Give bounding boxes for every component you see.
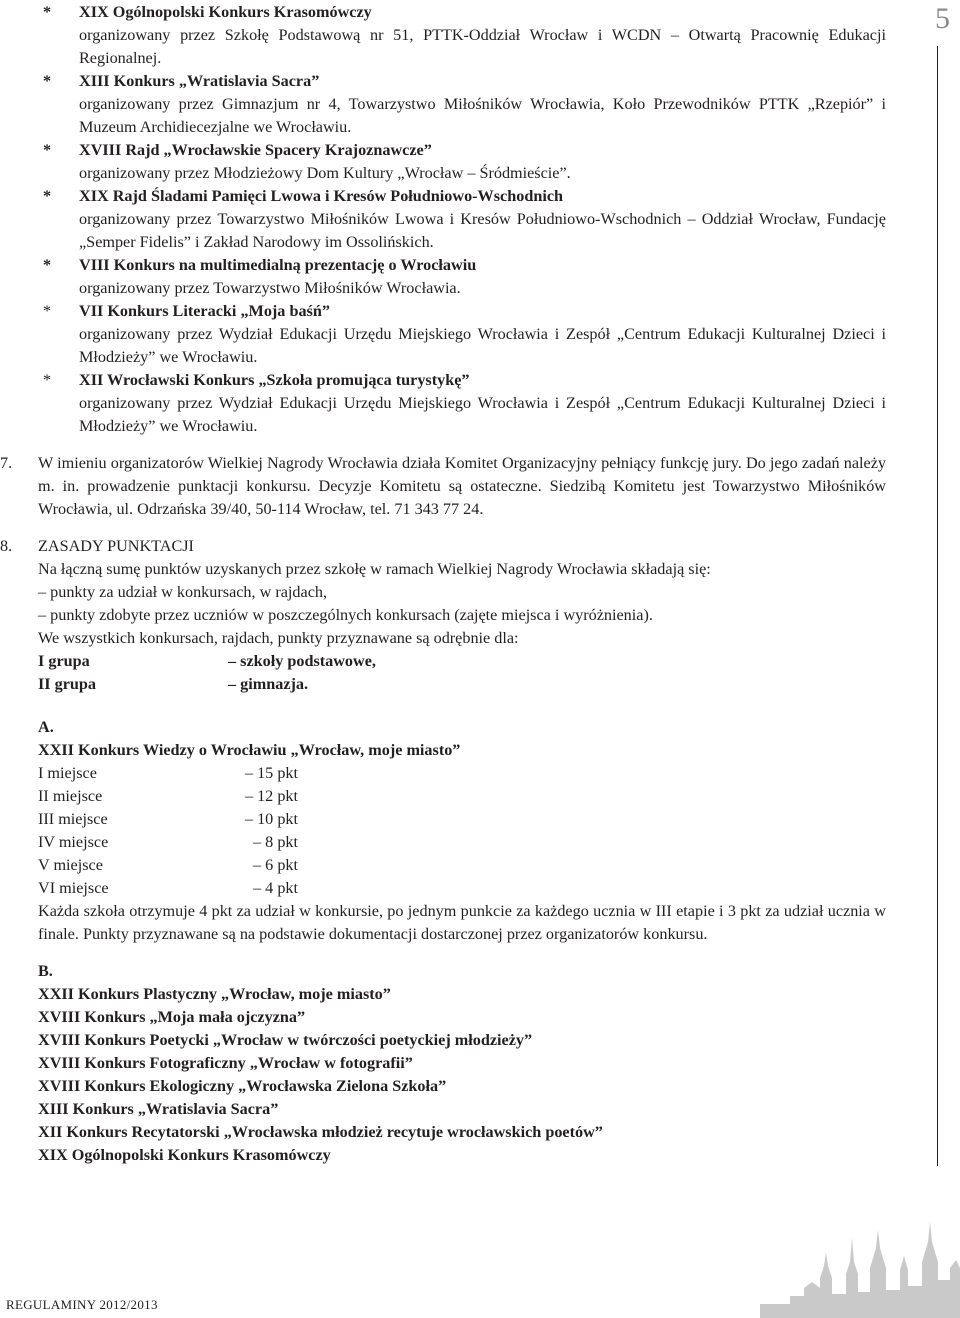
bullet-star: *: [43, 141, 52, 159]
page-number: 5: [935, 2, 950, 35]
contest-item: XIII Konkurs „Wratislavia Sacra”: [38, 1100, 279, 1118]
group-value: – gimnazja.: [228, 675, 309, 693]
event-organizer: organizowany przez Wydział Edukacji Urzędu Miejskiego Wrocławia i Zespół „Centrum Edukacji Kulturalnej Dzieci i Młodzieży” we Wrocławiu.: [79, 394, 886, 435]
section-7-text: W imieniu organizatorów Wielkiej Nagrody Wrocławia działa Komitet Organizacyjny pełniący funkcję jury. Do jego zadań należy m. in. prowadzenie punktacji konkursu. Decyzje Komitetu są ostateczne. Siedzibą Komitetu jest Towarzystwo Miłośników Wrocławia, ul. Odrzańska 39/40, 50-114 Wrocław, tel. 71 343 77 24.: [38, 454, 886, 518]
contest-item: XVIII Konkurs Ekologiczny „Wrocławska Zielona Szkoła”: [38, 1077, 447, 1095]
place-points: – 6 pkt: [253, 856, 298, 874]
event-title: VII Konkurs Literacki „Moja baśń”: [79, 302, 330, 320]
contest-item: XVIII Konkurs Fotograficzny „Wrocław w fotografii”: [38, 1054, 413, 1072]
event-title: XIX Rajd Śladami Pamięci Lwowa i Kresów Południowo-Wschodnich: [79, 187, 564, 205]
group-row: [38, 673, 886, 696]
event-item: [38, 369, 886, 438]
event-title: XIX Ogólnopolski Konkurs Krasomówczy: [79, 3, 372, 21]
event-organizer: organizowany przez Młodzieżowy Dom Kultury „Wrocław – Śródmieście”.: [79, 164, 571, 182]
points-row: [38, 785, 886, 808]
scoring-bullet: – punkty zdobyte przez uczniów w poszczególnych konkursach (zajęte miejsca i wyróżnienia).: [38, 606, 653, 624]
contest-list: [38, 983, 886, 1167]
subsection-label: B.: [38, 962, 53, 980]
points-note: Każda szkoła otrzymuje 4 pkt za udział w konkursie, po jednym punkcie za każdego ucznia w III etapie i 3 pkt za udział ucznia w finale. Punkty przyznawane są na podstawie dokumentacji dostarczonej przez organizatorów konkursu.: [38, 902, 886, 943]
section-heading: ZASADY PUNKTACJI: [38, 537, 194, 555]
subsection-title: XXII Konkurs Wiedzy o Wrocławiu „Wrocław, moje miasto”: [38, 741, 461, 759]
event-organizer: organizowany przez Wydział Edukacji Urzędu Miejskiego Wrocławia i Zespół „Centrum Edukacji Kulturalnej Dzieci i Młodzieży” we Wrocławiu.: [79, 325, 886, 366]
event-item: [38, 1, 886, 70]
points-row: [38, 762, 886, 785]
contest-item: XVIII Konkurs Poetycki „Wrocław w twórczości poetyckiej młodzieży”: [38, 1031, 533, 1049]
event-title: XVIII Rajd „Wrocławskie Spacery Krajoznawcze”: [79, 141, 432, 159]
place-points: – 8 pkt: [253, 833, 298, 851]
event-item: [38, 139, 886, 185]
group-name: II grupa: [38, 675, 97, 693]
document-body: [0, 1, 886, 1167]
event-title: VIII Konkurs na multimedialną prezentację o Wrocławiu: [79, 256, 477, 274]
place-label: VI miejsce: [38, 879, 109, 897]
points-row: [38, 877, 886, 900]
event-title: XIII Konkurs „Wratislavia Sacra”: [79, 72, 320, 90]
event-organizer: organizowany przez Towarzystwo Miłośników Wrocławia.: [79, 279, 461, 297]
city-skyline-decoration: [760, 1208, 960, 1318]
place-label: III miejsce: [38, 810, 108, 828]
event-item: [38, 70, 886, 139]
bullet-star: *: [43, 72, 52, 90]
event-organizer: organizowany przez Gimnazjum nr 4, Towarzystwo Miłośników Wrocławia, Koło Przewodników PTTK „Rzepiór” i Muzeum Archidiecezjalne we Wrocławiu.: [79, 95, 886, 136]
scoring-bullet: – punkty za udział w konkursach, w rajdach,: [38, 583, 328, 601]
place-label: II miejsce: [38, 787, 103, 805]
subsection-label: A.: [38, 718, 54, 736]
bullet-star: *: [43, 256, 52, 274]
event-item: [38, 185, 886, 254]
points-row: [38, 854, 886, 877]
section-8: [0, 535, 886, 1167]
contest-item: XVIII Konkurs „Moja mała ojczyzna”: [38, 1008, 306, 1026]
points-row: [38, 831, 886, 854]
group-row: [38, 650, 886, 673]
events-list: [38, 1, 886, 438]
event-organizer: organizowany przez Towarzystwo Miłośników Lwowa i Kresów Południowo-Wschodnich – Oddział Wrocław, Fundację „Semper Fidelis” i Zakład Narodowy im Ossolińskich.: [79, 210, 886, 251]
bullet-star: *: [43, 187, 52, 205]
place-points: – 10 pkt: [244, 810, 298, 828]
groups-intro: We wszystkich konkursach, rajdach, punkty przyznawane są odrębnie dla:: [38, 629, 519, 647]
points-table: [38, 762, 886, 900]
margin-rule: [937, 46, 938, 1166]
scoring-intro: Na łączną sumę punktów uzyskanych przez szkołę w ramach Wielkiej Nagrody Wrocławia składają się:: [38, 560, 711, 578]
bullet-star: *: [43, 302, 52, 320]
section-number: 7.: [0, 454, 13, 472]
bullet-star: *: [43, 371, 52, 389]
event-title: XII Wrocławski Konkurs „Szkoła promująca turystykę”: [79, 371, 470, 389]
event-organizer: organizowany przez Szkołę Podstawową nr 51, PTTK-Oddział Wrocław i WCDN – Otwartą Pracownię Edukacji Regionalnej.: [79, 26, 886, 67]
section-7: [0, 452, 886, 521]
place-label: IV miejsce: [38, 833, 109, 851]
place-points: – 15 pkt: [244, 764, 298, 782]
event-item: [38, 300, 886, 369]
place-points: – 12 pkt: [244, 787, 298, 805]
contest-item: XIX Ogólnopolski Konkurs Krasomówczy: [38, 1146, 331, 1164]
contest-item: XXII Konkurs Plastyczny „Wrocław, moje miasto”: [38, 985, 391, 1003]
contest-item: XII Konkurs Recytatorski „Wrocławska młodzież recytuje wrocławskich poetów”: [38, 1123, 603, 1141]
group-value: – szkoły podstawowe,: [228, 652, 376, 670]
document-footer: REGULAMINY 2012/2013: [6, 1297, 158, 1312]
event-item: [38, 254, 886, 300]
place-label: V miejsce: [38, 856, 103, 874]
bullet-star: *: [43, 3, 52, 21]
points-row: [38, 808, 886, 831]
group-name: I grupa: [38, 652, 90, 670]
place-label: I miejsce: [38, 764, 97, 782]
section-number: 8.: [0, 537, 13, 555]
place-points: – 4 pkt: [253, 879, 298, 897]
